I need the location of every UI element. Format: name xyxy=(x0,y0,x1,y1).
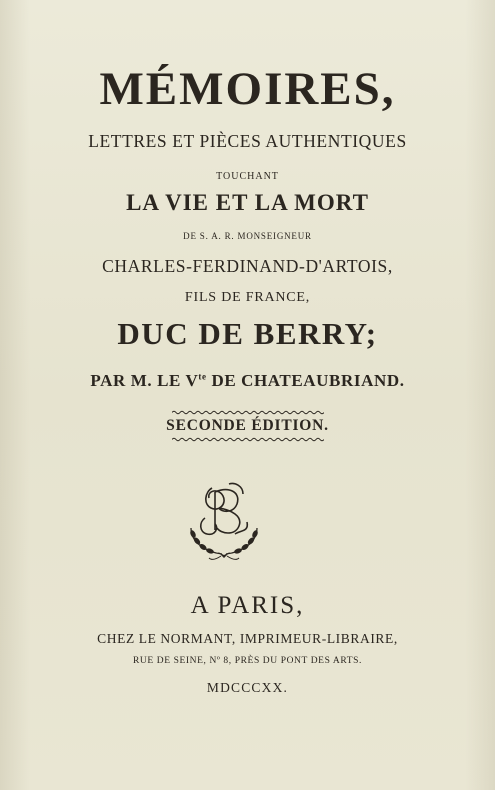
author-superscript: te xyxy=(198,371,207,382)
author-prefix: PAR M. LE V xyxy=(90,371,199,390)
imprint-year: MDCCCXX. xyxy=(206,680,289,695)
imprint-city: A PARIS, xyxy=(190,592,305,619)
subtitle-monseigneur: DE S. A. R. MONSEIGNEUR xyxy=(183,231,312,241)
subtitle-fils-de-france: FILS DE FRANCE, xyxy=(184,290,311,305)
wavy-rule-bottom xyxy=(172,437,324,442)
author-suffix: DE CHATEAUBRIAND. xyxy=(206,371,405,390)
subtitle-name: CHARLES-FERDINAND-D'ARTOIS, xyxy=(102,256,393,276)
monogram-icon xyxy=(185,478,263,562)
author-line xyxy=(0,371,495,391)
edition-label: SECONDE ÉDITION. xyxy=(166,417,329,434)
imprint-address: RUE DE SEINE, Nº 8, PRÈS DU PONT DES ARTS. xyxy=(132,656,363,666)
imprint-publisher: CHEZ LE NORMANT, IMPRIMEUR-LIBRAIRE, xyxy=(97,631,398,646)
subtitle-touchant: TOUCHANT xyxy=(216,171,279,182)
edition-block xyxy=(0,410,495,442)
subtitle-letters: LETTRES ET PIÈCES AUTHENTIQUES xyxy=(88,131,407,151)
subtitle-life-death: LA VIE ET LA MORT xyxy=(126,190,369,215)
subtitle-duc-de-berry: DUC DE BERRY; xyxy=(117,316,378,351)
wavy-rule-top xyxy=(172,410,324,415)
page-title: MÉMOIRES, xyxy=(99,63,396,115)
